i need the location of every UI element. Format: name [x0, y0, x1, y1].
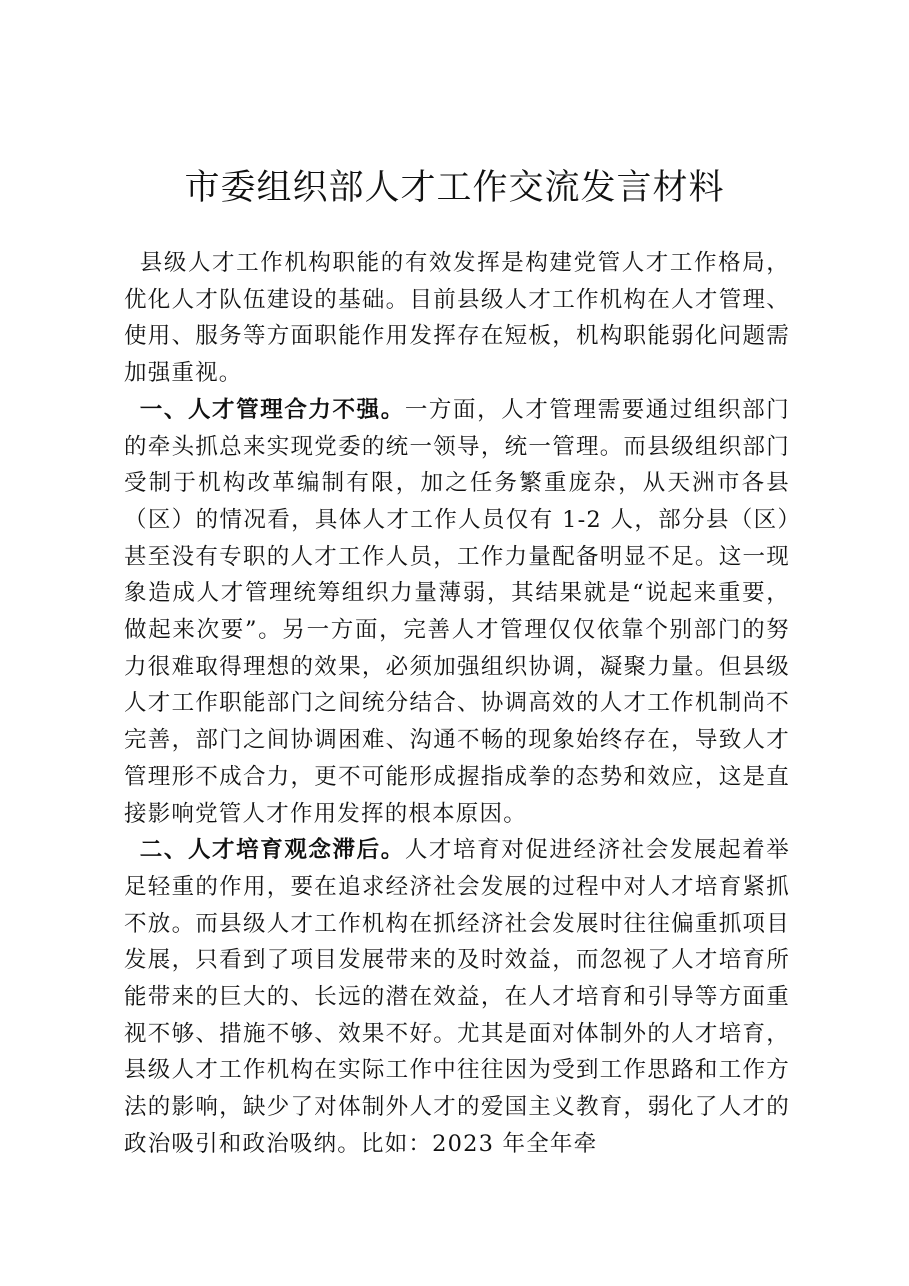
- intro-paragraph: [124, 245, 790, 392]
- document-title: 市委组织部人才工作交流发言材料: [184, 168, 725, 208]
- section-one-paragraph: [124, 392, 790, 832]
- section-heading: 一、人才管理合力不强。: [139, 396, 405, 423]
- paragraph-text: 一方面，人才管理需要通过组织部门的牵头抓总来实现党委的统一领导，统一管理。而县级组织部门受制于机构改革编制有限，加之任务繁重庞杂，从天洲市各县（区）的情况看，具体人才工作人员仅有 1-2 人，部分县（区）甚至没有专职的人才工作人员，工作力量配备明显不足。这一现象造成人才管理统筹组织力量薄弱，其结果就是“说起来重要，做起来次要”。另一方面，完善人才管理仅仅依靠个别部门的努力很难取得理想的效果，必须加强组织协调，凝聚力量。但县级人才工作职能部门之间统分结合、协调高效的人才工作机制尚不完善，部门之间协调困难、沟通不畅的现象始终存在，导致人才管理形不成合力，更不可能形成握指成拳的态势和效应，这是直接影响党管人才作用发挥的根本原因。: [124, 396, 790, 827]
- document-body: [124, 245, 790, 1163]
- paragraph-text: 县级人才工作机构职能的有效发挥是构建党管人才工作格局，优化人才队伍建设的基础。目前县级人才工作机构在人才管理、使用、服务等方面职能作用发挥存在短板，机构职能弱化问题需加强重视。: [124, 250, 790, 387]
- section-heading: 二、人才培育观念滞后。: [139, 837, 405, 864]
- section-two-paragraph: [124, 832, 790, 1162]
- paragraph-text: 人才培育对促进经济社会发展起着举足轻重的作用，要在追求经济社会发展的过程中对人才培育紧抓不放。而县级人才工作机构在抓经济社会发展时往往偏重抓项目发展，只看到了项目发展带来的及时效益，而忽视了人才培育所能带来的巨大的、长远的潜在效益，在人才培育和引导等方面重视不够、措施不够、效果不好。尤其是面对体制外的人才培育，县级人才工作机构在实际工作中往往因为受到工作思路和工作方法的影响，缺少了对体制外人才的爱国主义教育，弱化了人才的政治吸引和政治吸纳。比如：2023 年全年牵: [124, 837, 790, 1157]
